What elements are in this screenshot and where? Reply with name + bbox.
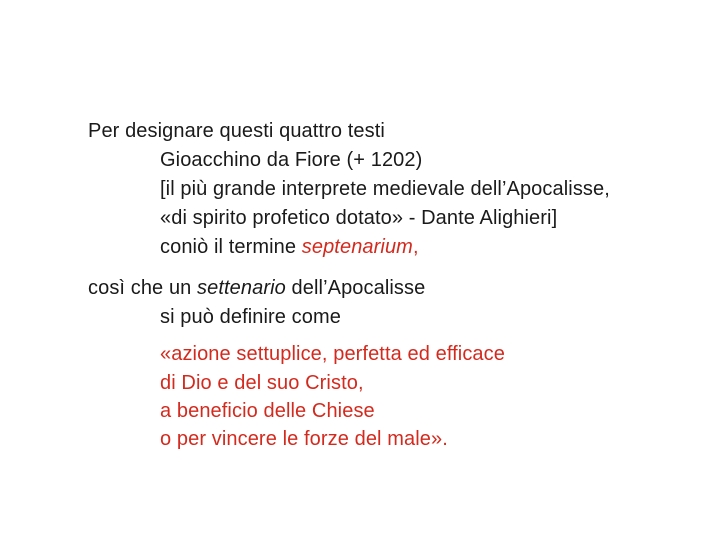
definition-quote-line-4: o per vincere le forze del male». [160, 428, 448, 450]
coined-term-suffix: , [412, 236, 419, 258]
settenario-suffix: dell’Apocalisse [285, 277, 426, 299]
definition-quote-line-1: «azione settuplice, perfetta ed efficace [160, 343, 505, 365]
coined-term-prefix: coniò il termine [160, 236, 302, 258]
text-line-description: [il più grande interprete medievale dell’Apocalisse, [160, 178, 610, 200]
settenario-term: settenario [197, 277, 286, 299]
text-line-settenario [88, 275, 425, 301]
definition-quote-line-3: a beneficio delle Chiese [160, 400, 375, 422]
septenarium-term: septenarium [301, 236, 413, 258]
settenario-prefix: così che un [88, 277, 198, 299]
text-line-definition-intro: si può definire come [160, 306, 341, 328]
text-line-author: Gioacchino da Fiore (+ 1202) [160, 149, 423, 171]
definition-quote-line-2: di Dio e del suo Cristo, [160, 372, 364, 394]
text-line-dante-quote: «di spirito profetico dotato» - Dante Alighieri] [160, 207, 558, 229]
text-line-intro: Per designare questi quattro testi [88, 120, 385, 142]
text-line-coined-term [160, 234, 419, 260]
